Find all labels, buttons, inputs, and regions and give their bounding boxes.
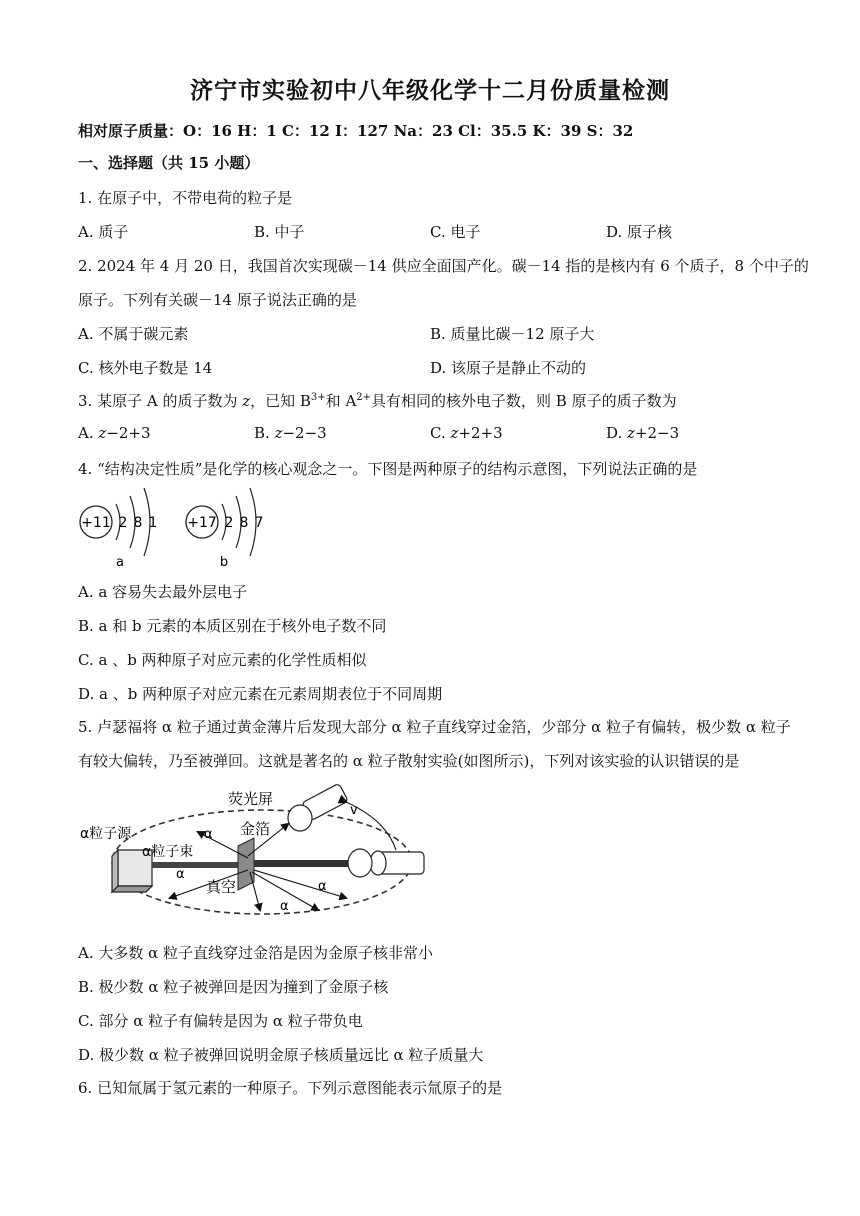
atomic-masses: 相对原子质量：O：16 H：1 C：12 I：127 Na：23 Cl：35.5 K：39 S：32 bbox=[78, 122, 634, 140]
q4-option-a[interactable]: A. a 容易失去最外层电子 bbox=[78, 583, 248, 601]
q5-option-a[interactable]: A. 大多数 α 粒子直线穿过金箔是因为金原子核非常小 bbox=[78, 944, 434, 962]
q3-b-charge: 3+ bbox=[310, 392, 326, 403]
atom-b-shell-3-count: 7 bbox=[254, 515, 264, 531]
q5-option-c[interactable]: C. 部分 α 粒子有偏转是因为 α 粒子带负电 bbox=[78, 1012, 363, 1030]
q3-option-b-letter: B. bbox=[254, 424, 275, 442]
q1-option-c[interactable]: C. 电子 bbox=[430, 223, 481, 241]
label-gold-foil: 金箔 bbox=[240, 820, 271, 838]
section-heading: 一、选择题（共 15 小题） bbox=[78, 154, 260, 172]
label-vacuum: 真空 bbox=[206, 878, 237, 896]
atom-b-label: b bbox=[219, 555, 229, 570]
q2-option-a[interactable]: A. 不属于碳元素 bbox=[78, 325, 189, 343]
q3-option-a-letter: A. bbox=[78, 424, 99, 442]
q4-option-c[interactable]: C. a 、b 两种原子对应元素的化学性质相似 bbox=[78, 651, 367, 669]
gold-foil bbox=[238, 838, 254, 890]
q2-stem-line2: 原子。下列有关碳－14 原子说法正确的是 bbox=[78, 291, 357, 309]
atom-b-nucleus-label: +17 bbox=[187, 515, 217, 531]
label-velocity: v bbox=[350, 803, 358, 818]
label-alpha-2: α bbox=[176, 867, 185, 882]
q3-stem bbox=[78, 390, 677, 411]
scatter-arrow-6 bbox=[254, 870, 346, 898]
q3-stem-b: ，已知 B bbox=[250, 392, 311, 410]
atom-b-shell-1-count: 2 bbox=[224, 515, 234, 531]
q3-var-z: z bbox=[242, 392, 251, 410]
q3-option-c-rest: +2+3 bbox=[458, 424, 503, 442]
q3-option-d[interactable] bbox=[606, 424, 679, 442]
detector-right bbox=[348, 849, 424, 877]
q2-stem-line1: 2. 2024 年 4 月 20 日，我国首次实现碳－14 供应全面国产化。碳－14 指的是核内有 6 个质子，8 个中子的 bbox=[78, 257, 809, 275]
q3-a-charge: 2+ bbox=[356, 392, 372, 403]
q2-option-d[interactable]: D. 该原子是静止不动的 bbox=[430, 359, 587, 377]
q1-stem: 1. 在原子中，不带电荷的粒子是 bbox=[78, 189, 293, 207]
q5-option-d[interactable]: D. 极少数 α 粒子被弹回说明金原子核质量远比 α 粒子质量大 bbox=[78, 1046, 484, 1064]
q3-option-a[interactable] bbox=[78, 424, 151, 442]
q3-stem-a: 3. 某原子 A 的质子数为 bbox=[78, 392, 243, 410]
q1-option-b[interactable]: B. 中子 bbox=[254, 223, 305, 241]
atom-b-shell-2-count: 8 bbox=[239, 515, 249, 531]
q3-option-b-rest: −2−3 bbox=[282, 424, 327, 442]
q5-stem-line1: 5. 卢瑟福将 α 粒子通过黄金薄片后发现大部分 α 粒子直线穿过金箔，少部分 α 粒子有偏转，极少数 α 粒子 bbox=[78, 718, 791, 736]
q4-option-d[interactable]: D. a 、b 两种原子对应元素在元素周期表位于不同周期 bbox=[78, 685, 443, 703]
q3-stem-c: 和 A bbox=[325, 392, 357, 410]
q3-stem-d: 具有相同的核外电子数，则 B 原子的质子数为 bbox=[371, 392, 677, 410]
label-alpha-source: α粒子源 bbox=[80, 826, 132, 842]
q3-option-b-var: z bbox=[274, 424, 283, 442]
q2-option-c[interactable]: C. 核外电子数是 14 bbox=[78, 359, 213, 377]
atom-a-shell-2-count: 8 bbox=[133, 515, 143, 531]
q3-option-c-letter: C. bbox=[430, 424, 451, 442]
page-title: 济宁市实验初中八年级化学十二月份质量检测 bbox=[190, 77, 670, 104]
q1-option-a[interactable]: A. 质子 bbox=[78, 223, 129, 241]
q3-option-a-rest: −2+3 bbox=[106, 424, 151, 442]
q4-stem: 4. “结构决定性质”是化学的核心观念之一。下图是两种原子的结构示意图，下列说法正确的是 bbox=[78, 460, 698, 478]
scatter-arrow-4 bbox=[250, 872, 260, 910]
q3-option-d-letter: D. bbox=[606, 424, 628, 442]
q2-option-b[interactable]: B. 质量比碳－12 原子大 bbox=[430, 325, 595, 343]
rutherford-scattering-diagram bbox=[78, 780, 438, 922]
q3-option-d-rest: +2−3 bbox=[634, 424, 680, 442]
atom-a-shell-3-count: 1 bbox=[148, 515, 158, 531]
atom-b-diagram bbox=[186, 488, 263, 570]
atom-a-nucleus-label: +11 bbox=[81, 515, 111, 531]
q3-option-c[interactable] bbox=[430, 424, 503, 442]
atom-a-label: a bbox=[116, 555, 124, 570]
q1-option-d[interactable]: D. 原子核 bbox=[606, 223, 673, 241]
atom-a-diagram bbox=[80, 488, 157, 570]
q6-stem: 6. 已知氚属于氢元素的一种原子。下列示意图能表示氚原子的是 bbox=[78, 1079, 503, 1097]
q4-option-b[interactable]: B. a 和 b 元素的本质区别在于核外电子数不同 bbox=[78, 617, 387, 635]
atom-a-shell-1-count: 2 bbox=[118, 515, 128, 531]
alpha-beam bbox=[152, 862, 242, 868]
label-fluorescent-screen: 荧光屏 bbox=[228, 790, 274, 808]
q5-stem-line2: 有较大偏转，乃至被弹回。这就是著名的 α 粒子散射实验(如图所示)，下列对该实验的认识错误的是 bbox=[78, 752, 740, 770]
q3-option-c-var: z bbox=[450, 424, 459, 442]
label-alpha-1: α bbox=[204, 827, 213, 842]
q3-option-a-var: z bbox=[98, 424, 107, 442]
label-alpha-3: α bbox=[280, 899, 289, 914]
straight-beam bbox=[254, 860, 354, 867]
label-alpha-4: α bbox=[318, 879, 327, 894]
q3-option-d-var: z bbox=[627, 424, 635, 442]
fluorescent-screen bbox=[288, 783, 348, 831]
atom-structure-diagrams bbox=[78, 484, 278, 570]
q5-option-b[interactable]: B. 极少数 α 粒子被弹回是因为撞到了金原子核 bbox=[78, 978, 389, 996]
q3-option-b[interactable] bbox=[254, 424, 327, 442]
label-alpha-beam: α粒子束 bbox=[142, 844, 194, 860]
